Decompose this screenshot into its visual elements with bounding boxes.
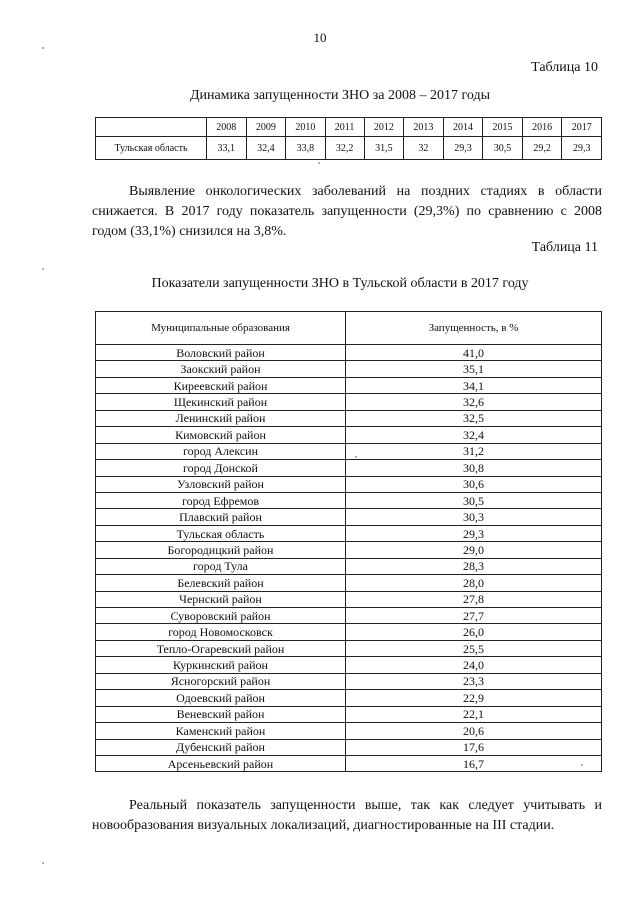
table10-year-cell: 2017 <box>562 118 602 137</box>
table10-value-cell: 29,3 <box>443 137 483 160</box>
municipality-name: Кимовский район <box>96 427 346 443</box>
municipality-name: Арсеньевский район <box>96 755 346 771</box>
municipality-name: Белевский район <box>96 575 346 591</box>
neglect-percent: 17,6 <box>346 739 602 755</box>
table10-year-cell: 2012 <box>364 118 404 137</box>
neglect-percent: 35,1 <box>346 361 602 377</box>
table10-row-label: Тульская область <box>96 137 207 160</box>
municipality-name: Воловский район <box>96 345 346 361</box>
table-row <box>96 542 602 558</box>
table-row <box>96 492 602 508</box>
paragraph-2-text: Реальный показатель запущенности выше, так как следует учитывать и новообразования визуальных локализаций, диагностированные на III стадии. <box>92 798 602 833</box>
scan-speck <box>42 47 44 49</box>
table11-title: Показатели запущенности ЗНО в Тульской области в 2017 году <box>151 276 529 291</box>
municipality-name: город Тула <box>96 558 346 574</box>
table-row <box>96 558 602 574</box>
table10-value-cell: 33,8 <box>286 137 326 160</box>
table-row <box>96 345 602 361</box>
neglect-percent: 31,2 <box>346 443 602 459</box>
table-row <box>96 723 602 739</box>
table-row <box>96 443 602 459</box>
municipality-name: Тульская область <box>96 525 346 541</box>
paragraph-2 <box>92 796 602 836</box>
municipality-name: Киреевский район <box>96 377 346 393</box>
table-row <box>96 591 602 607</box>
neglect-percent: 23,3 <box>346 673 602 689</box>
table-row <box>96 410 602 426</box>
table-row <box>96 525 602 541</box>
neglect-percent: 28,0 <box>346 575 602 591</box>
table-row <box>96 575 602 591</box>
municipality-name: Чернский район <box>96 591 346 607</box>
page-number: 10 <box>313 30 327 45</box>
scan-speck <box>42 268 44 270</box>
table-row <box>96 608 602 624</box>
paragraph-1 <box>92 182 602 242</box>
neglect-percent: 22,9 <box>346 690 602 706</box>
table10-year-cell: 2016 <box>522 118 562 137</box>
table-row <box>96 640 602 656</box>
neglect-percent: 30,5 <box>346 492 602 508</box>
table10-value-cell: 32,2 <box>325 137 364 160</box>
table10-value-cell: 31,5 <box>364 137 404 160</box>
table-row <box>96 706 602 722</box>
neglect-percent: 32,6 <box>346 394 602 410</box>
neglect-percent: 29,0 <box>346 542 602 558</box>
municipality-name: Ленинский район <box>96 410 346 426</box>
table-row <box>96 377 602 393</box>
table-row <box>96 476 602 492</box>
municipality-name: Суворовский район <box>96 608 346 624</box>
municipality-name: Дубенский район <box>96 739 346 755</box>
neglect-percent: 16,7 <box>346 755 602 771</box>
table-row <box>96 361 602 377</box>
table10-value-cell: 29,3 <box>562 137 602 160</box>
table10 <box>95 117 602 160</box>
table11-header-value: Запущенность, в % <box>346 312 602 345</box>
table11-header-row <box>96 312 602 345</box>
neglect-percent: 34,1 <box>346 377 602 393</box>
table11 <box>95 311 602 772</box>
neglect-percent: 30,8 <box>346 460 602 476</box>
table10-year-cell: 2011 <box>325 118 364 137</box>
table-row <box>96 657 602 673</box>
table-row <box>96 673 602 689</box>
neglect-percent: 25,5 <box>346 640 602 656</box>
table11-caption: Таблица 11 <box>531 240 598 255</box>
table10-year-cell: 2009 <box>246 118 286 137</box>
municipality-name: Богородицкий район <box>96 542 346 558</box>
neglect-percent: 20,6 <box>346 723 602 739</box>
neglect-percent: 24,0 <box>346 657 602 673</box>
paragraph-1-text: Выявление онкологических заболеваний на поздних стадиях в области снижается. В 2017 году показатель запущенности (29,3%) по сравнению с 2008 годом (33,1%) снизился на 3,8%. <box>92 184 602 239</box>
municipality-name: Одоевский район <box>96 690 346 706</box>
municipality-name: Узловский район <box>96 476 346 492</box>
table10-value-cell: 29,2 <box>522 137 562 160</box>
scan-speck <box>355 456 357 458</box>
neglect-percent: 26,0 <box>346 624 602 640</box>
neglect-percent: 32,4 <box>346 427 602 443</box>
neglect-percent: 41,0 <box>346 345 602 361</box>
table10-year-cell: 2014 <box>443 118 483 137</box>
table10-year-cell: 2013 <box>404 118 444 137</box>
table10-year-cell: 2010 <box>286 118 326 137</box>
scan-speck <box>42 862 44 864</box>
table-row <box>96 394 602 410</box>
municipality-name: город Ефремов <box>96 492 346 508</box>
table-row <box>96 427 602 443</box>
municipality-name: Куркинский район <box>96 657 346 673</box>
municipality-name: город Новомосковск <box>96 624 346 640</box>
municipality-name: Тепло-Огаревский район <box>96 640 346 656</box>
municipality-name: Ясногорский район <box>96 673 346 689</box>
table10-caption: Таблица 10 <box>531 60 598 75</box>
table10-value-cell: 32 <box>404 137 444 160</box>
table10-header-row <box>96 118 602 137</box>
municipality-name: город Донской <box>96 460 346 476</box>
municipality-name: Веневский район <box>96 706 346 722</box>
table10-year-cell: 2015 <box>483 118 523 137</box>
table-row <box>96 739 602 755</box>
neglect-percent: 28,3 <box>346 558 602 574</box>
neglect-percent: 27,7 <box>346 608 602 624</box>
table-row <box>96 460 602 476</box>
municipality-name: Заокский район <box>96 361 346 377</box>
scan-speck <box>581 764 583 766</box>
municipality-name: Плавский район <box>96 509 346 525</box>
neglect-percent: 27,8 <box>346 591 602 607</box>
table-row <box>96 509 602 525</box>
neglect-percent: 30,3 <box>346 509 602 525</box>
table10-value-cell: 32,4 <box>246 137 286 160</box>
neglect-percent: 32,5 <box>346 410 602 426</box>
table10-year-cell: 2008 <box>207 118 247 137</box>
table11-header-municipality: Муниципальные образования <box>96 312 346 345</box>
municipality-name: Щекинский район <box>96 394 346 410</box>
table10-data-row <box>96 137 602 160</box>
table-row <box>96 624 602 640</box>
municipality-name: город Алексин <box>96 443 346 459</box>
neglect-percent: 29,3 <box>346 525 602 541</box>
neglect-percent: 22,1 <box>346 706 602 722</box>
municipality-name: Каменский район <box>96 723 346 739</box>
table10-value-cell: 30,5 <box>483 137 523 160</box>
neglect-percent: 30,6 <box>346 476 602 492</box>
table10-corner-cell <box>96 118 207 137</box>
table-row <box>96 755 602 771</box>
table-row <box>96 690 602 706</box>
table10-title: Динамика запущенности ЗНО за 2008 – 2017 годы <box>189 88 491 103</box>
table10-value-cell: 33,1 <box>207 137 247 160</box>
scan-speck <box>318 162 320 164</box>
